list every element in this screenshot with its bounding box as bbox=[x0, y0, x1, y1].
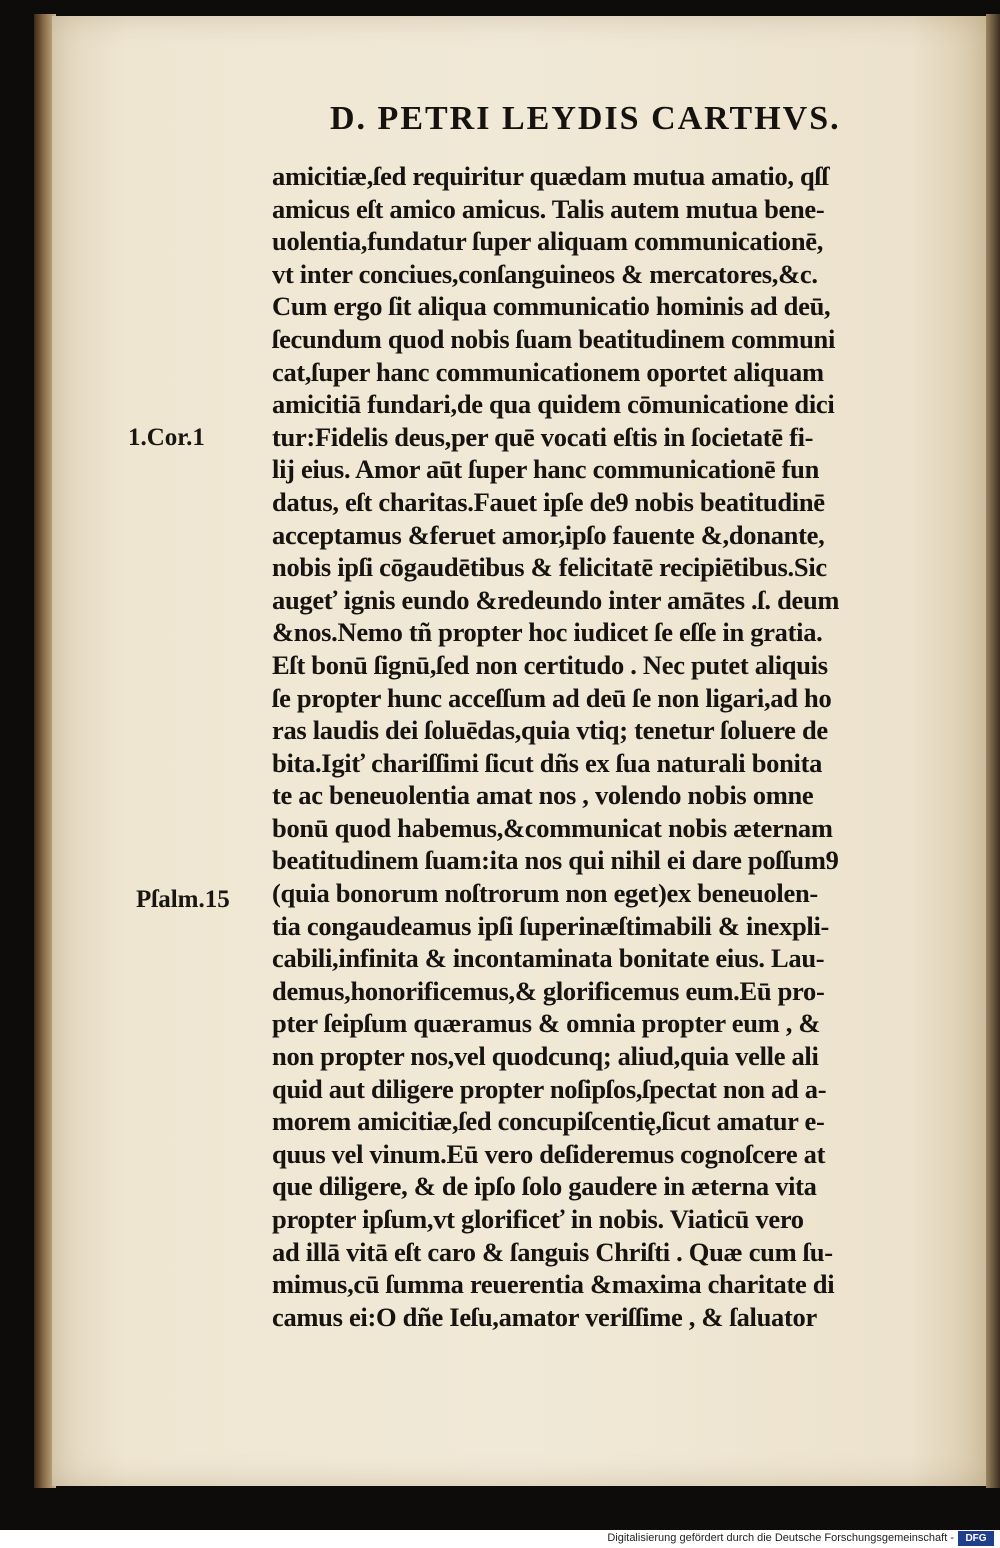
text-line: lij eius. Amor aūt ſuper hanc communicationē fun bbox=[272, 454, 820, 485]
text-line: quus vel vinum.Eū vero deſideremus cognoſcere at bbox=[272, 1138, 826, 1169]
text-line: (quia bonorum noſtrorum non eget)ex beneuolen- bbox=[272, 878, 818, 909]
text-line: vt inter conciues,conſanguineos & mercatores,&c. bbox=[272, 258, 818, 289]
text-line: datus, eſt charitas.Fauet ipſe de9 nobis beatitudinē bbox=[272, 486, 825, 517]
margin-note-corinthians: 1.Cor.1 bbox=[128, 424, 205, 451]
text-line: &nos.Nemo tñ propter hoc iudicet ſe eſſe in gratia. bbox=[272, 617, 823, 648]
text-line: non propter nos,vel quodcunq; aliud,quia velle ali bbox=[272, 1041, 819, 1072]
text-line: que diligere, & de ipſo ſolo gaudere in æterna vita bbox=[272, 1171, 817, 1202]
text-line: tia congaudeamus ipſi ſuperinæſtimabili & inexpli- bbox=[272, 910, 830, 941]
margin-note-psalm: Pſalm.15 bbox=[136, 886, 230, 913]
text-line: acceptamus &feruet amor,ipſo fauente &,donante, bbox=[272, 519, 825, 550]
text-line: demus,honorificemus,& glorificemus eum.Eū pro- bbox=[272, 975, 825, 1006]
text-line: ſecundum quod nobis ſuam beatitudinem communi bbox=[272, 323, 836, 354]
text-line: bonū quod habemus,&communicat nobis æternam bbox=[272, 812, 833, 843]
text-line: bita.Igiť chariſſimi ſicut dñs ex ſua naturali bonita bbox=[272, 747, 823, 778]
running-header: D. PETRI LEYDIS CARTHVS. bbox=[330, 100, 841, 137]
funding-credit: Digitalisierung gefördert durch die Deutsche Forschungsgemeinschaft - bbox=[607, 1532, 954, 1544]
text-line: Cum ergo ſit aliqua communicatio hominis ad deū, bbox=[272, 291, 831, 322]
text-line: uolentia,fundatur ſuper aliquam communicationē, bbox=[272, 226, 824, 257]
text-line: beatitudinem ſuam:ita nos qui nihil ei dare poſſum9 bbox=[272, 845, 839, 876]
text-line: te ac beneuolentia amat nos , volendo nobis omne bbox=[272, 780, 814, 811]
text-line: cabili,infinita & incontaminata bonitate eius. Lau- bbox=[272, 943, 825, 974]
text-line: ad illā vitā eſt caro & ſanguis Chriſti . Quæ cum ſu- bbox=[272, 1236, 833, 1267]
body-text bbox=[272, 160, 972, 1333]
text-line: Eſt bonū ſignū,ſed non certitudo . Nec putet aliquis bbox=[272, 649, 828, 680]
page-right-edge bbox=[986, 14, 1000, 1488]
text-line: amicitiā fundari,de qua quidem cōmunicatione dici bbox=[272, 389, 835, 420]
text-line: quid aut diligere propter noſipſos,ſpectat non ad a- bbox=[272, 1073, 827, 1104]
text-line: camus ei:O dñe Ieſu,amator veriſſime , & ſaluator bbox=[272, 1301, 817, 1332]
footer-bar bbox=[0, 1530, 1000, 1548]
dfg-logo-icon: DFG bbox=[958, 1531, 994, 1546]
text-line: amicitiæ,ſed requiritur quædam mutua amatio, qſſ bbox=[272, 161, 829, 191]
text-line: tur:Fidelis deus,per quē vocati eſtis in ſocietatē fi- bbox=[272, 421, 814, 452]
text-line: amicus eſt amico amicus. Talis autem mutua bene- bbox=[272, 193, 825, 224]
text-line: cat,ſuper hanc communicationem oportet aliquam bbox=[272, 356, 824, 387]
text-line: nobis ipſi cōgaudētibus & felicitatē recipiētibus.Sic bbox=[272, 552, 827, 583]
text-line: augeť ignis eundo &redeundo inter amātes .ſ. deum bbox=[272, 584, 840, 615]
text-line: mimus,cū ſumma reuerentia &maxima charitate di bbox=[272, 1269, 835, 1300]
text-line: morem amicitiæ,ſed concupiſcentię,ſicut amatur e- bbox=[272, 1106, 825, 1137]
text-line: propter ipſum,vt glorificeť in nobis. Viaticū vero bbox=[272, 1204, 804, 1234]
text-line: ſe propter hunc acceſſum ad deū ſe non ligari,ad ho bbox=[272, 682, 832, 713]
text-line: ras laudis dei ſoluēdas,quia vtiq; tenetur ſoluere de bbox=[272, 715, 828, 746]
text-line: pter ſeipſum quæramus & omnia propter eum , & bbox=[272, 1008, 821, 1039]
